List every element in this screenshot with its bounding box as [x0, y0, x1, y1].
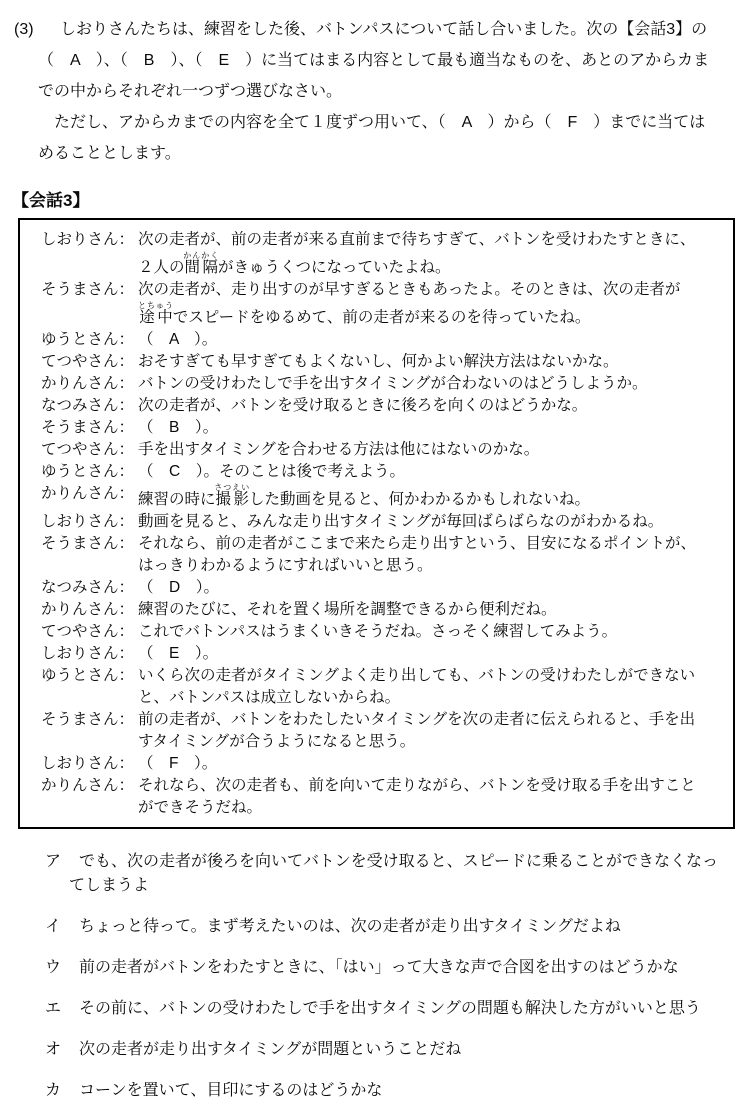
conversation-row	[20, 373, 727, 395]
conversation-row	[20, 439, 727, 461]
conversation-row	[20, 461, 727, 483]
speaker-label: そうまさん：	[41, 419, 135, 436]
option-line: でも、次の走者が後ろを向いてバトンを受け取ると、スピードに乗ることができなくなっ	[79, 853, 719, 870]
option-text	[79, 997, 701, 1021]
options-list	[45, 850, 750, 1103]
option-label: イ	[45, 918, 62, 935]
speech-text	[138, 511, 727, 533]
option-item	[45, 850, 750, 898]
speech-line: 次の走者が、バトンを受け取るときに後ろを向くのはどうかな。	[138, 397, 588, 414]
option-item	[45, 1079, 750, 1103]
conversation-row	[20, 775, 727, 819]
conversation-row	[20, 395, 727, 417]
speaker-label: しおりさん：	[41, 513, 135, 530]
speech-line: それなら、前の走者がここまで来たら走り出すという、目安になるポイントが、	[138, 535, 697, 552]
speech-text	[138, 395, 727, 417]
speech-text	[138, 643, 727, 665]
speaker-label: ゆうとさん：	[41, 331, 135, 348]
speaker-label: てつやさん：	[41, 441, 135, 458]
speaker-label: しおりさん：	[41, 645, 135, 662]
speaker-label: かりんさん：	[41, 601, 135, 618]
option-label: ア	[45, 853, 62, 870]
speech-text	[138, 417, 727, 439]
conversation-row	[20, 279, 727, 329]
option-item	[45, 915, 750, 939]
speech-line: これでバトンパスはうまくいきそうだね。さっそく練習してみよう。	[138, 623, 618, 640]
speech-text	[138, 775, 727, 819]
conversation-row	[20, 351, 727, 373]
option-line: ちょっと待って。まず考えたいのは、次の走者が走り出すタイミングだよね	[79, 918, 621, 935]
speaker-label: ゆうとさん：	[41, 667, 135, 684]
conversation-row	[20, 511, 727, 533]
option-line: 次の走者が走り出すタイミングが問題ということだね	[79, 1041, 462, 1058]
speaker-label: かりんさん：	[41, 777, 135, 794]
conversation-row	[20, 483, 727, 511]
speaker-label: なつみさん：	[41, 579, 135, 596]
speech-text	[138, 439, 727, 461]
speech-line: それなら、次の走者も、前を向いて走りながら、バトンを受け取る手を出すこと	[138, 777, 696, 794]
speech-text	[138, 279, 727, 329]
question-number: (3)	[14, 21, 34, 38]
conversation-row	[20, 229, 727, 279]
speech-line: （ A ）。	[138, 331, 218, 348]
speech-line: バトンの受けわたしで手を出すタイミングが合わないのはどうしようか。	[138, 375, 648, 392]
speech-line: （ D ）。	[138, 579, 219, 596]
conversation-row	[20, 709, 727, 753]
option-item	[45, 1038, 750, 1062]
question-line: ただし、アからカまでの内容を全て１度ずつ用いて、（ A ）から（ F ）までに当ては	[38, 114, 706, 131]
option-label: ウ	[45, 959, 62, 976]
speech-line: と、バトンパスは成立しないからね。	[138, 689, 401, 706]
conversation-title: 【会話3】	[12, 191, 90, 210]
conversation-row	[20, 665, 727, 709]
speech-text	[138, 599, 727, 621]
option-item	[45, 956, 750, 980]
speech-text	[138, 461, 727, 483]
speaker-label: なつみさん：	[41, 397, 135, 414]
speech-line: （ E ）。	[138, 645, 219, 662]
speech-line: 練習のたびに、それを置く場所を調整できるから便利だね。	[138, 601, 557, 618]
speech-line: いくら次の走者がタイミングよく走り出しても、バトンの受けわたしができない	[138, 667, 696, 684]
speech-text	[138, 351, 727, 373]
speaker-label: かりんさん：	[41, 375, 135, 392]
speaker-label: てつやさん：	[41, 623, 135, 640]
option-label: オ	[45, 1041, 62, 1058]
speech-text	[138, 533, 727, 577]
speech-line: 前の走者が、バトンをわたしたいタイミングを次の走者に伝えられると、手を出	[138, 711, 696, 728]
speaker-label: ゆうとさん：	[41, 463, 135, 480]
speech-line: ２人の間隔かんかくがきゅうくつになっていたよね。	[138, 251, 451, 276]
speech-line: 手を出すタイミングを合わせる方法は他にはないのかな。	[138, 441, 540, 458]
speech-text	[138, 483, 727, 511]
speech-line: 次の走者が、走り出すのが早すぎるときもあったよ。そのときは、次の走者が	[138, 281, 681, 298]
speech-text	[138, 329, 727, 351]
option-item	[45, 997, 750, 1021]
speech-text	[138, 665, 727, 709]
speech-line: （ F ）。	[138, 755, 218, 772]
conversation-row	[20, 577, 727, 599]
option-text	[69, 850, 719, 898]
question-line: （ A ）、（ B ）、（ E ）に当てはまる内容として最も適当なものを、あとのアからカま	[38, 52, 710, 69]
option-text	[79, 1079, 382, 1103]
option-line: コーンを置いて、目印にするのはどうかな	[79, 1082, 383, 1099]
option-text	[79, 956, 679, 980]
speech-line: （ B ）。	[138, 419, 219, 436]
speech-line: 練習の時に撮影さつえいした動画を見ると、何かわかるかもしれないね。	[138, 483, 591, 508]
speech-line: すタイミングが合うようになると思う。	[138, 733, 416, 750]
question-line: での中からそれぞれ一つずつ選びなさい。	[38, 83, 343, 100]
question-line: めることとします。	[38, 145, 181, 162]
conversation-row	[20, 533, 727, 577]
conversation-row	[20, 621, 727, 643]
speaker-label: かりんさん：	[41, 485, 135, 502]
option-text	[79, 1038, 461, 1062]
speech-line: ができそうだね。	[138, 799, 263, 816]
conversation-row	[20, 599, 727, 621]
speaker-label: しおりさん：	[41, 755, 135, 772]
speech-line: 途中とちゅうでスピードをゆるめて、前の走者が来るのを待っていたね。	[138, 301, 591, 326]
speaker-label: そうまさん：	[41, 711, 135, 728]
question-block	[0, 14, 750, 169]
option-line: 前の走者がバトンをわたすときに、「はい」って大きな声で合図を出すのはどうかな	[79, 959, 679, 976]
conversation-row	[20, 643, 727, 665]
speech-line: おそすぎても早すぎてもよくないし、何かよい解決方法はないかな。	[138, 353, 619, 370]
speech-line: （ C ）。そのことは後で考えよう。	[138, 463, 405, 480]
speech-text	[138, 753, 727, 775]
conversation-row	[20, 417, 727, 439]
conversation-row	[20, 329, 727, 351]
option-label: エ	[45, 1000, 62, 1017]
speech-text	[138, 709, 727, 753]
option-text	[79, 915, 621, 939]
speech-text	[138, 229, 727, 279]
speech-line: 次の走者が、前の走者が来る直前まで待ちすぎて、バトンを受けわたすときに、	[138, 231, 696, 248]
speech-text	[138, 577, 727, 599]
speaker-label: そうまさん：	[41, 535, 135, 552]
option-line: その前に、バトンの受けわたしで手を出すタイミングの問題も解決した方がいいと思う	[79, 1000, 701, 1017]
option-line: てしまうよ	[69, 877, 150, 894]
speech-text	[138, 621, 727, 643]
conversation-box	[18, 218, 735, 829]
option-label: カ	[45, 1082, 62, 1099]
question-line: (3) しおりさんたちは、練習をした後、バトンパスについて話し合いました。次の【会話3】の	[0, 14, 750, 45]
speaker-label: てつやさん：	[41, 353, 135, 370]
speaker-label: しおりさん：	[41, 231, 135, 248]
speech-line: 動画を見ると、みんな走り出すタイミングが毎回ばらばらなのがわかるね。	[138, 513, 664, 530]
speech-text	[138, 373, 727, 395]
speech-line: はっきりわかるようにすればいいと思う。	[138, 557, 433, 574]
speaker-label: そうまさん：	[41, 281, 135, 298]
conversation-row	[20, 753, 727, 775]
